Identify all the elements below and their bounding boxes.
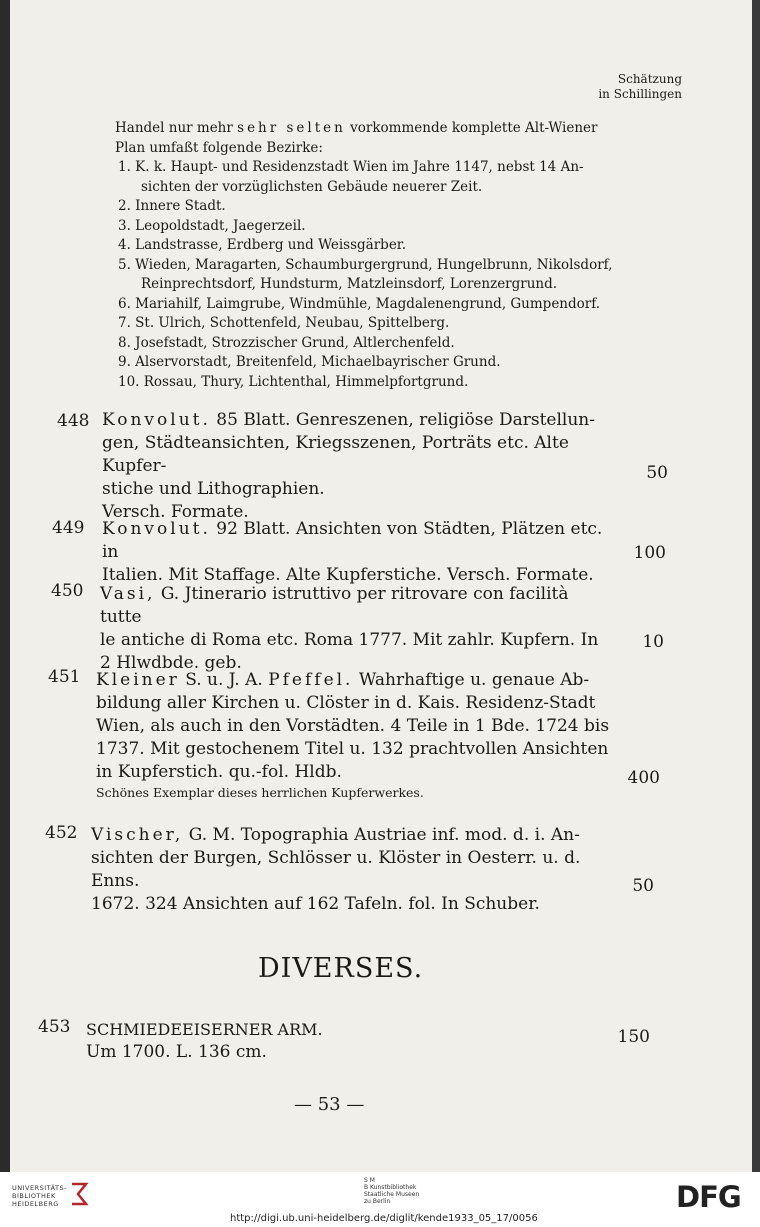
district-item: 2. Innere Stadt. [118,198,226,214]
lot-number: 450 [51,581,84,601]
lot-price: 400 [627,768,660,788]
lot-number: 452 [45,823,78,843]
dfg-logo: DFG [676,1180,741,1214]
district-item: 10. Rossau, Thury, Lichtenthal, Himmelpfortgrund. [118,373,469,390]
lot-price: 150 [617,1027,650,1047]
lot-price: 100 [633,543,666,563]
lot-450: Vasi, G. Jtinerario istruttivo per ritrovare con facilità tutte le antiche di Roma etc. Roma 1777. Mit zahlr. Kupfern. In 2 Hlwdbde. geb. [100,584,599,673]
lot-452: Vischer, G. M. Topographia Austriae inf. mod. d. i. An- sichten der Burgen, Schlösser u. Klöster in Oesterr. u. d. Enns. 1672. 324 Ansichten auf 162 Tafeln. fol. In Schuber. [91,825,581,914]
page-number: — 53 — [294,1094,365,1115]
page-edge-shadow [752,0,760,1172]
lot-449: Konvolut. 92 Blatt. Ansichten von Städten, Plätzen etc. in Italien. Mit Staffage. Alte Kupferstiche. Versch. Formate. [102,519,603,585]
header-estimate [570,72,682,102]
catalog-page [10,0,752,1172]
lot-number: 453 [38,1017,71,1037]
intro-block [115,119,635,392]
intro-line2: Plan umfaßt folgende Bezirke: [115,139,323,156]
lot-number: 451 [48,667,81,687]
district-item: 9. Alservorstadt, Breitenfeld, Michaelbayrischer Grund. [118,354,501,370]
section-title: DIVERSES. [258,953,424,984]
district-item: Reinprechtsdorf, Hundsturm, Matzleinsdorf, Lorenzergrund. [141,276,558,292]
lot-number: 448 [57,411,90,431]
lot-453: SCHMIEDEEISERNER ARM. Um 1700. L. 136 cm. [86,1020,323,1062]
lot-price: 50 [632,876,654,896]
district-item: 6. Mariahilf, Laimgrube, Windmühle, Magdalenengrund, Gumpendorf. [118,295,601,312]
lot-448: Konvolut. 85 Blatt. Genreszenen, religiöse Darstellun- gen, Städteansichten, Kriegsszenen, Porträts etc. Alte Kupfer- stiche und Lithographien. Versch. Formate. [102,410,595,522]
district-item: 4. Landstrasse, Erdberg und Weissgärber. [118,237,407,253]
lot-451: Kleiner S. u. J. A. Pfeffel. Wahrhaftige u. genaue Ab- bildung aller Kirchen u. Clöster in d. Kais. Residenz-Stadt Wien, als auch in den Vorstädten. 4 Teile in 1 Bde. 1724 bis 1737. Mit gestochenem Titel u. 132 prachtvollen Ansichten in Kupferstich. qu.-fol. Hldb. Schönes Exemplar dieses herrlichen Kupferwerkes. [96,670,610,800]
header-line2: in Schillingen [598,87,682,101]
source-url[interactable]: http://digi.ub.uni-heidelberg.de/diglit/kende1933_05_17/0056 [230,1213,538,1224]
lot-price: 10 [642,632,664,652]
district-list [118,158,635,392]
district-item: 5. Wieden, Maragarten, Schaumburgergrund, Hungelbrunn, Nikolsdorf, [118,256,613,273]
district-item: 7. St. Ulrich, Schottenfeld, Neubau, Spittelberg. [118,315,450,331]
lot-price: 50 [646,463,668,483]
district-item: 8. Josefstadt, Strozzischer Grund, Altlerchenfeld. [118,334,455,351]
library-logo-icon [68,1180,90,1208]
intro-line1: Handel nur mehr sehr selten vorkommende komplette Alt-Wiener [115,120,598,136]
header-line1: Schätzung [617,72,682,86]
lot-number: 449 [52,518,85,538]
museum-stamp: S M B Kunstbibliothek Staatliche Museen zu Berlin [364,1177,420,1205]
district-item: 3. Leopoldstadt, Jaegerzeil. [118,217,306,234]
district-item: sichten der vorzüglichsten Gebäude neuerer Zeit. [141,178,483,195]
footer-bar [0,1172,760,1227]
district-item: 1. K. k. Haupt- und Residenzstadt Wien im Jahre 1147, nebst 14 An- [118,159,584,175]
library-logo-text: UNIVERSITÄTS- BIBLIOTHEK HEIDELBERG [12,1184,67,1208]
